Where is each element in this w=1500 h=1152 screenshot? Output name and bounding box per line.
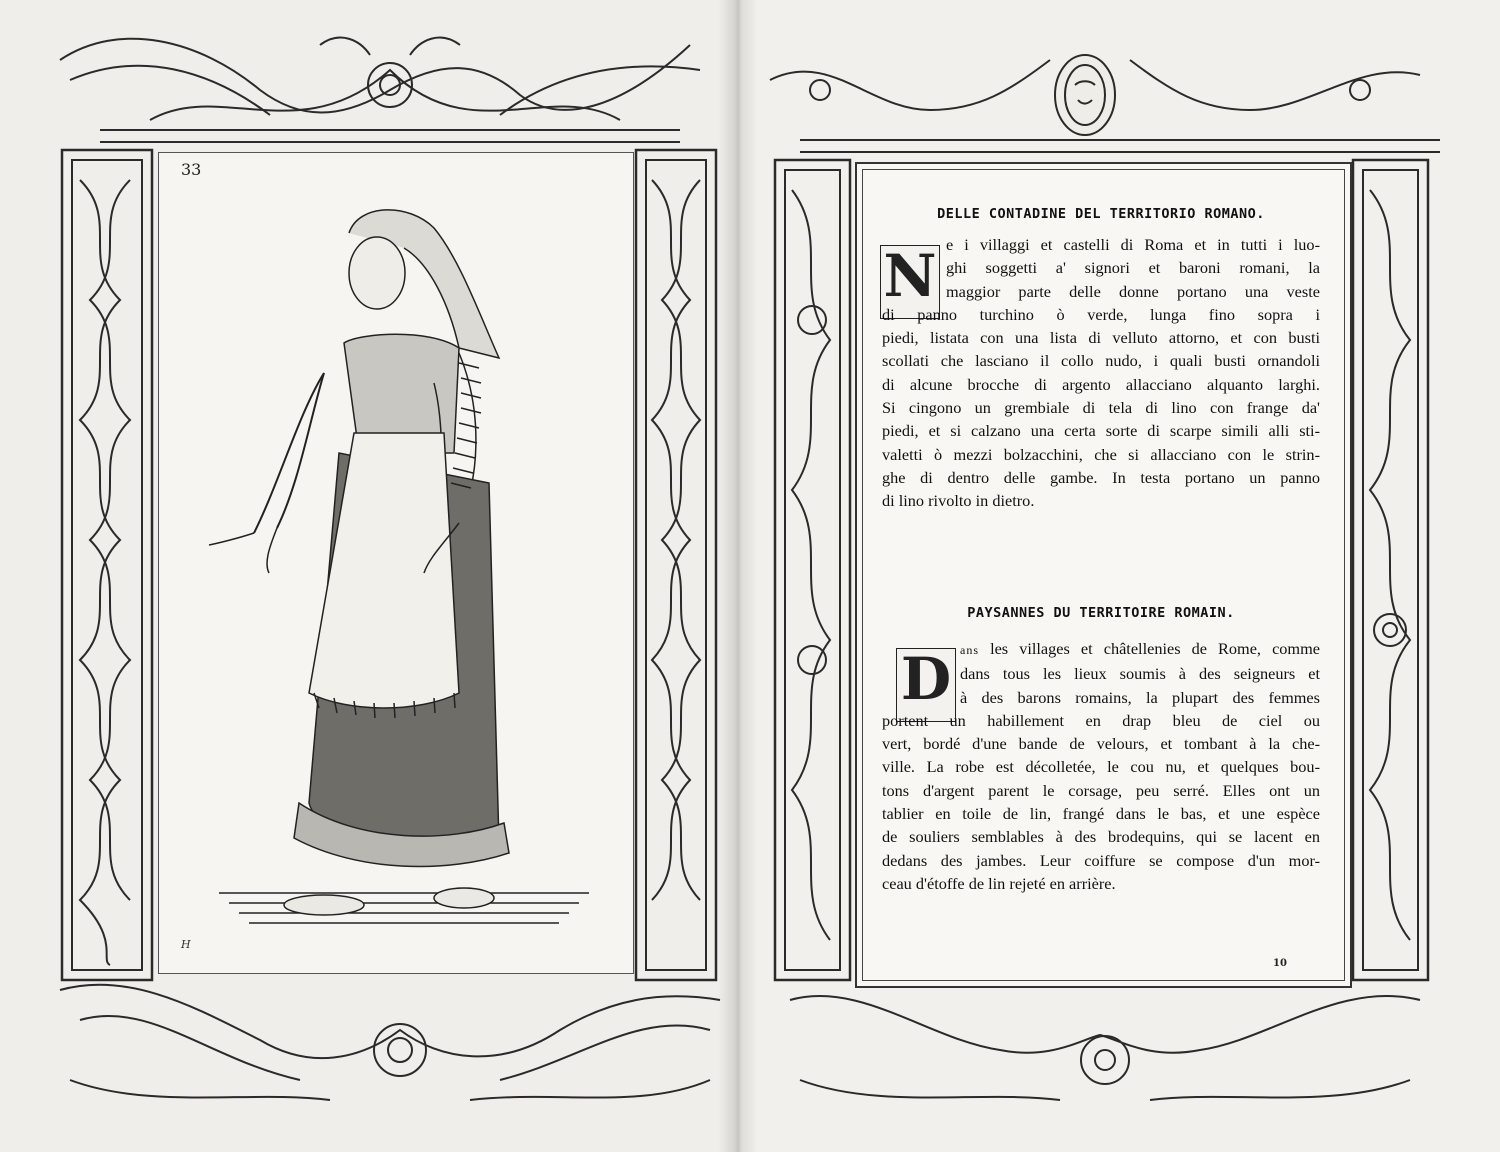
paragraph-line: à des barons romains, la plupart des femmes — [960, 687, 1320, 707]
paragraph-line: piedi, et si calzano una certa sorte di scarpe simili alli sti- — [882, 421, 1320, 441]
paragraph-line: vert, bordé d'une bande de velours, et tombant à la che- — [882, 734, 1320, 754]
paragraph-line: portent un habillement en drap bleu de ciel ou — [882, 710, 1320, 730]
paragraph-line: tons d'argent parent le corsage, peu serré. Elles ont un — [882, 780, 1320, 800]
paragraph-line: ceau d'étoffe de lin rejeté en arrière. — [882, 873, 1116, 893]
paragraph-line: Si cingono un grembiale di tela di lino con frange da' — [882, 398, 1320, 418]
paragraph-line — [882, 637, 1320, 662]
french-paragraph — [882, 637, 1320, 895]
left-page-number: 33 — [181, 160, 202, 179]
signature-mark: 10 — [1273, 958, 1287, 969]
engraver-signature: H — [181, 938, 191, 951]
drop-cap-letter: N — [883, 242, 937, 310]
paragraph-line: tablier en toile de lin, frangé dans le bas, et une espèce — [882, 804, 1320, 824]
first-line-text: les villages et châtellenies de Rome, comme — [990, 639, 1320, 658]
paragraph-line: dans tous les lieux soumis à des seigneurs et — [960, 664, 1320, 684]
french-heading: PAYSANNES DU TERRITOIRE ROMAIN. — [967, 605, 1235, 621]
paragraph-line: dedans des jambes. Leur coiffure se compose d'un mor- — [882, 850, 1320, 870]
paragraph-line: ghi soggetti a' signori et baroni romani, la — [946, 258, 1320, 278]
paragraph-line: piedi, listata con una lista di velluto attorno, et con busti — [882, 328, 1320, 348]
first-word-rest: ans — [960, 643, 979, 657]
paragraph-line: di alcune brocche di argento allacciano alquanto larghi. — [882, 374, 1320, 394]
paragraph-line: scollati che lasciano il collo nudo, i quali busti ornandoli — [882, 351, 1320, 371]
paragraph-line: di panno turchino ò verde, lunga fino sopra i — [882, 304, 1320, 324]
italian-paragraph — [882, 233, 1320, 513]
drop-cap-letter: D — [900, 645, 952, 713]
paragraph-line: e i villaggi et castelli di Roma et in tutti i luo- — [946, 235, 1320, 254]
paragraph-line: ville. La robe est décolletée, le cou nu, et quelques bou- — [882, 757, 1320, 777]
paragraph-line: de souliers semblables à des brodequins, qui se lacent en — [882, 827, 1320, 847]
paragraph-line: ghe di dentro delle gambe. In testa portano un panno — [882, 467, 1320, 487]
paragraph-line: di lino rivolto in dietro. — [882, 491, 1035, 511]
paragraph-line: valetti ò mezzi bolzacchini, che si allacciano con le strin- — [882, 444, 1320, 464]
paragraph-line: maggior parte delle donne portano una veste — [946, 281, 1320, 301]
italian-heading: DELLE CONTADINE DEL TERRITORIO ROMANO. — [937, 206, 1265, 222]
